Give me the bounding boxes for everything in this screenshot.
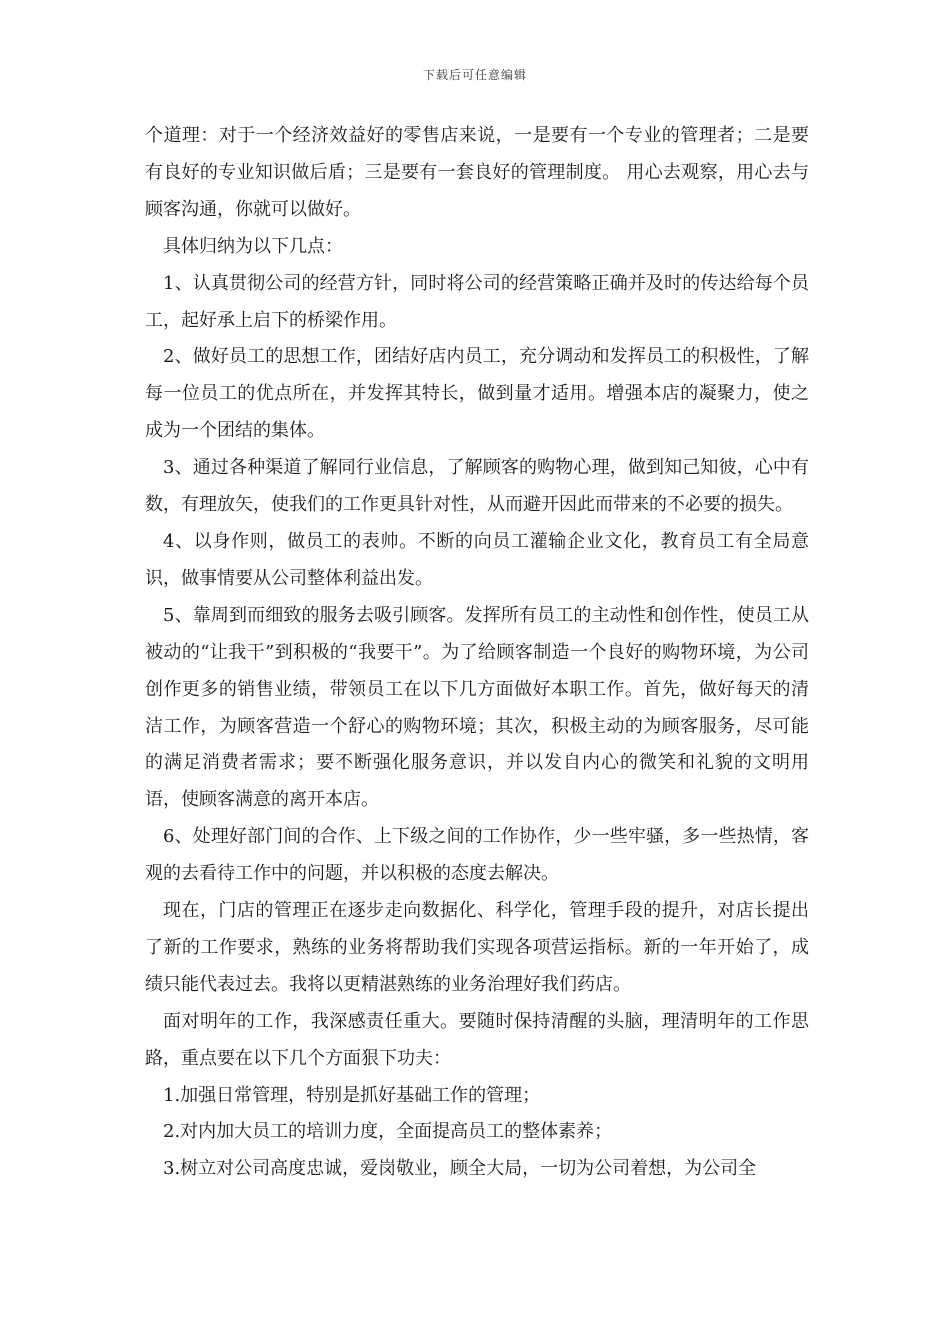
paragraph-point-1: 1、认真贯彻公司的经营方针，同时将公司的经营策略正确并及时的传达给每个员工，起好承上启下的桥梁作用。 [145, 272, 809, 331]
paragraph-plan-item-2: 2.对内加大员工的培训力度，全面提高员工的整体素养； [163, 1121, 613, 1143]
paragraph-plan-item-3: 3.树立对公司高度忠诚，爱岗敬业，顾全大局，一切为公司着想，为公司全 [163, 1158, 757, 1180]
paragraph-point-4: 4、以身作则，做员工的表帅。不断的向员工灌输企业文化，教育员工有全局意识，做事情要从公司整体利益出发。 [145, 530, 809, 589]
paragraph-next-year: 面对明年的工作，我深感责任重大。要随时保持清醒的头脑，理清明年的工作思路，重点要在以下几个方面狠下功夫： [145, 1010, 809, 1069]
paragraph-plan-item-1: 1.加强日常管理，特别是抓好基础工作的管理； [163, 1084, 541, 1106]
paragraph-intro-continued: 个道理：对于一个经济效益好的零售店来说，一是要有一个专业的管理者；二是要有良好的专业知识做后盾；三是要有一套良好的管理制度。 用心去观察，用心去与顾客沟通，你就可以做好。 [145, 125, 809, 220]
page-header: 下载后可任意编辑 [422, 68, 527, 82]
paragraph-point-5: 5、靠周到而细致的服务去吸引顾客。发挥所有员工的主动性和创作性，使员工从被动的“让我干”到积极的“我要干”。为了给顾客制造一个良好的购物环境，为公司创作更多的销售业绩，带领员工在以下几方面做好本职工作。首先，做好每天的清洁工作，为顾客营造一个舒心的购物环境；其次，积极主动的为顾客服务，尽可能的满足消费者需求；要不断强化服务意识，并以发自内心的微笑和礼貌的文明用语，使顾客满意的离开本店。 [145, 604, 809, 811]
paragraph-point-3: 3、通过各种渠道了解同行业信息，了解顾客的购物心理，做到知己知彼，心中有数，有理放矢，使我们的工作更具针对性，从而避开因此而带来的不必要的损失。 [145, 457, 809, 516]
paragraph-current-status: 现在，门店的管理正在逐步走向数据化、科学化，管理手段的提升，对店长提出了新的工作要求，熟练的业务将帮助我们实现各项营运指标。新的一年开始了，成绩只能代表过去。我将以更精湛熟练的业务治理好我们药店。 [145, 900, 809, 995]
paragraph-point-6: 6、处理好部门间的合作、上下级之间的工作协作，少一些牢骚，多一些热情，客观的去看待工作中的问题，并以积极的态度去解决。 [145, 826, 809, 885]
document-body [145, 118, 809, 1188]
paragraph-point-2: 2、做好员工的思想工作，团结好店内员工，充分调动和发挥员工的积极性，了解每一位员工的优点所在，并发挥其特长，做到量才适用。增强本店的凝聚力，使之成为一个团结的集体。 [145, 346, 809, 442]
paragraph-summary-heading: 具体归纳为以下几点： [163, 235, 343, 257]
